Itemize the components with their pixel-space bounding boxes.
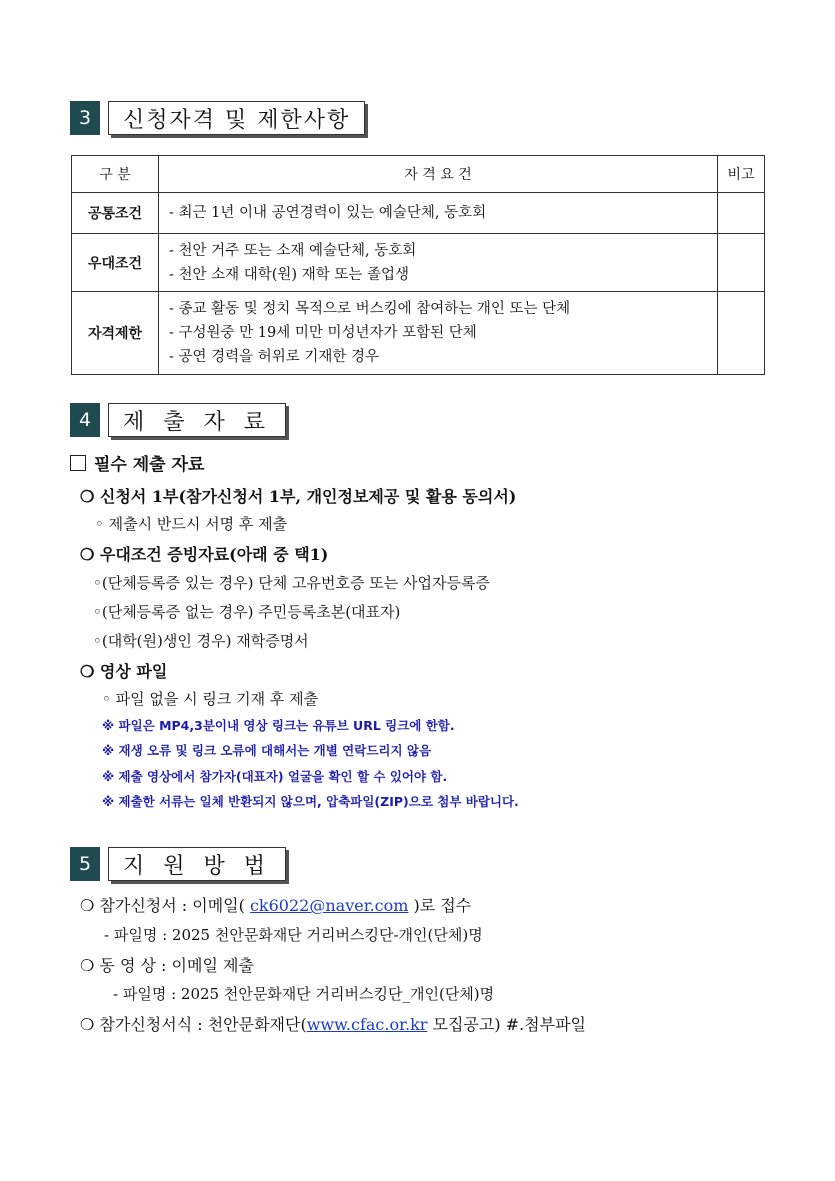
apply-suffix: )로 접수 (408, 896, 472, 915)
doc-subitem: ◦ 파일 없을 시 링크 기재 후 제출 (102, 690, 319, 708)
doc-item: ❍ 영상 파일 (80, 662, 168, 681)
table-header-row (72, 156, 765, 193)
requirement-line: - 공연 경력을 허위로 기재한 경우 (169, 349, 380, 365)
header-requirements: 자 격 요 건 (159, 156, 718, 193)
row-category: 공통조건 (72, 193, 159, 234)
section-number: 4 (70, 403, 100, 437)
requirement-line: - 천안 거주 또는 소재 예술단체, 동호회 (169, 242, 417, 259)
doc-subitem: ◦(대학(원)생인 경우) 재학증명서 (93, 632, 309, 650)
requirement-line: - 구성원중 만 19세 미만 미성년자가 포함된 단체 (169, 325, 477, 341)
section-number: 5 (70, 847, 100, 881)
row-requirements (159, 292, 718, 375)
checkbox-icon (70, 455, 86, 471)
table-row (72, 193, 765, 234)
section-title: 지 원 방 법 (108, 847, 286, 881)
row-note (718, 234, 765, 292)
section-number: 3 (70, 101, 100, 135)
apply-subline: - 파일명 : 2025 천안문화재단 거리버스킹단_개인(단체)명 (113, 985, 495, 1003)
row-note (718, 193, 765, 234)
notice-line: ※ 제출한 서류는 일체 반환되지 않으며, 압축파일(ZIP)으로 첨부 바랍니다. (102, 794, 519, 809)
doc-subitem: ◦ 제출시 반드시 서명 후 제출 (95, 515, 288, 533)
apply-suffix: 모집공고) #.첨부파일 (427, 1015, 586, 1034)
apply-subline: - 파일명 : 2025 천안문화재단 거리버스킹단-개인(단체)명 (104, 926, 483, 944)
website-link[interactable]: www.cfac.or.kr (306, 1015, 428, 1034)
row-requirements (159, 234, 718, 292)
row-category: 자격제한 (72, 292, 159, 375)
email-link[interactable]: ck6022@naver.com (249, 896, 409, 915)
section-5-heading (70, 847, 286, 881)
notice-line: ※ 파일은 MP4,3분이내 영상 링크는 유튜브 URL 링크에 한함. (102, 718, 455, 733)
table-row (72, 234, 765, 292)
requirement-line: - 최근 1년 이내 공연경력이 있는 예술단체, 동호회 (169, 205, 487, 221)
required-docs-heading (70, 450, 204, 475)
qualification-table (71, 155, 765, 375)
requirement-line: - 천안 소재 대학(원) 재학 또는 졸업생 (169, 266, 409, 283)
section-title: 신청자격 및 제한사항 (108, 101, 365, 135)
row-note (718, 292, 765, 375)
row-category: 우대조건 (72, 234, 159, 292)
doc-subitem: ◦(단체등록증 있는 경우) 단체 고유번호증 또는 사업자등록증 (93, 574, 490, 592)
doc-item: ❍ 우대조건 증빙자료(아래 중 택1) (80, 545, 329, 564)
header-category: 구 분 (72, 156, 159, 193)
requirement-line: - 종교 활동 및 정치 목적으로 버스킹에 참여하는 개인 또는 단체 (169, 301, 571, 317)
apply-label: ❍ 참가신청서식 : 천안문화재단( (80, 1015, 307, 1034)
required-docs-label: 필수 제출 자료 (94, 455, 205, 475)
notice-line: ※ 재생 오류 및 링크 오류에 대해서는 개별 연락드리지 않음 (102, 743, 432, 758)
section-title: 제 출 자 료 (108, 403, 286, 437)
apply-label: ❍ 참가신청서 : 이메일( (80, 896, 250, 915)
apply-line (80, 1012, 586, 1035)
doc-item: ❍ 신청서 1부(참가신청서 1부, 개인정보제공 및 활용 동의서) (80, 487, 517, 506)
header-note: 비고 (718, 156, 765, 193)
row-requirements (159, 193, 718, 234)
notice-line: ※ 제출 영상에서 참가자(대표자) 얼굴을 확인 할 수 있어야 함. (102, 769, 448, 784)
section-3-heading (70, 101, 365, 135)
table-row (72, 292, 765, 375)
doc-subitem: ◦(단체등록증 없는 경우) 주민등록초본(대표자) (93, 603, 401, 621)
section-4-heading (70, 403, 286, 437)
apply-line (80, 893, 471, 916)
apply-line: ❍ 동 영 상 : 이메일 제출 (80, 956, 254, 975)
